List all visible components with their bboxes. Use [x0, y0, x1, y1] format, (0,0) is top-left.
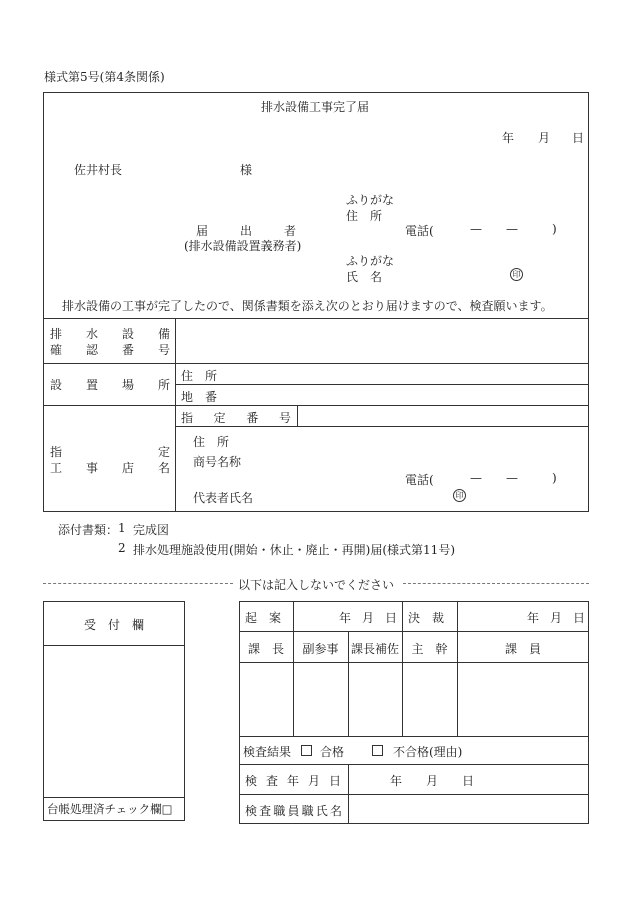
date-month-label: 月: [538, 131, 551, 145]
trade-name-label: 商号名称: [193, 455, 242, 469]
contractor-phone-dash-1: —: [470, 471, 482, 485]
attachment-2: 排水処理施設使用(開始・休止・廃止・再開)届(様式第11号): [133, 543, 455, 557]
applicant-phone-dash-2: —: [506, 222, 518, 236]
location-label: 設 置 場 所: [50, 378, 170, 392]
location-address-label: 住 所: [181, 369, 218, 383]
draft-label: 起 案: [245, 611, 282, 625]
inspection-day: 日: [462, 774, 475, 788]
inspection-year: 年: [390, 774, 403, 788]
reception-title: 受 付 欄: [83, 618, 144, 632]
office-use-divider: 以下は記入しないでください: [238, 578, 395, 592]
confirm-no-line1: 排 水 設 備: [50, 327, 170, 341]
form-title: 排水設備工事完了届: [260, 100, 369, 114]
furigana-label-address: ふりがな: [346, 193, 395, 207]
inspection-result-label: 検査結果: [243, 745, 292, 759]
role-section-chief: 課 長: [247, 642, 284, 656]
role-staff: 課 員: [504, 642, 541, 656]
draft-month: 月: [362, 611, 375, 625]
contractor-phone-close: ): [552, 471, 557, 485]
addressee: 佐井村長: [74, 163, 123, 177]
role-deputy-director: 副参事: [302, 642, 339, 656]
inspector-label: 検 査 職 員 職 氏 名: [245, 804, 342, 818]
role-manager: 主 幹: [411, 642, 448, 656]
location-lot-label: 地 番: [181, 390, 218, 404]
form-number: 様式第5号(第4条関係): [44, 70, 165, 84]
draft-year: 年: [339, 611, 352, 625]
seal-mark-contractor: 印: [453, 489, 466, 502]
honorific: 様: [240, 163, 253, 177]
date-year-label: 年: [502, 131, 515, 145]
draft-day: 日: [385, 611, 398, 625]
ledger-check-label: 台帳処理済チェック欄□: [47, 802, 173, 816]
applicant-name-label: 氏 名: [346, 270, 383, 284]
attachments-label: 添付書類：: [58, 523, 119, 537]
reception-box: [43, 601, 185, 821]
fail-checkbox[interactable]: [372, 745, 383, 756]
confirm-no-line2: 確 認 番 号: [50, 343, 170, 357]
statement-text: 排水設備の工事が完了したので、関係書類を添え次のとおり届けますので、検査願います。: [62, 299, 553, 313]
inspection-date-label: 検 査 年 月 日: [245, 774, 341, 788]
decision-day: 日: [573, 611, 586, 625]
attachment-2-number: 2: [118, 541, 126, 555]
decision-label: 決 裁: [408, 611, 445, 625]
pass-checkbox[interactable]: [301, 745, 312, 756]
fail-label: 不合格(理由): [393, 745, 463, 759]
contractor-label-line2: 工 事 店 名: [50, 461, 170, 475]
seal-mark-applicant: 印: [510, 268, 523, 281]
date-day-label: 日: [572, 131, 585, 145]
furigana-label-name: ふりがな: [346, 254, 395, 268]
contractor-address-label: 住 所: [193, 435, 230, 449]
applicant-phone-dash-1: —: [470, 222, 482, 236]
decision-year: 年: [527, 611, 540, 625]
designation-no-label: 指 定 番 号: [181, 411, 291, 425]
contractor-label-line1: 指 定: [50, 445, 170, 459]
attachment-1-number: 1: [118, 521, 126, 535]
inspection-month: 月: [426, 774, 439, 788]
contractor-phone-dash-2: —: [506, 471, 518, 485]
attachment-1: 完成図: [133, 523, 170, 537]
representative-name-label: 代表者氏名: [193, 491, 254, 505]
applicant-address-label: 住 所: [346, 209, 383, 223]
contractor-phone-label: 電話(: [405, 473, 434, 487]
role-assistant-chief: 課長補佐: [350, 642, 399, 656]
office-use-table: [239, 601, 589, 824]
applicant-label: 届 出 者: [196, 224, 296, 238]
decision-month: 月: [550, 611, 563, 625]
pass-label: 合格: [320, 745, 345, 759]
applicant-phone-label: 電話(: [405, 224, 434, 238]
applicant-label-sub: (排水設備設置義務者): [184, 239, 302, 253]
applicant-phone-close: ): [552, 222, 557, 236]
